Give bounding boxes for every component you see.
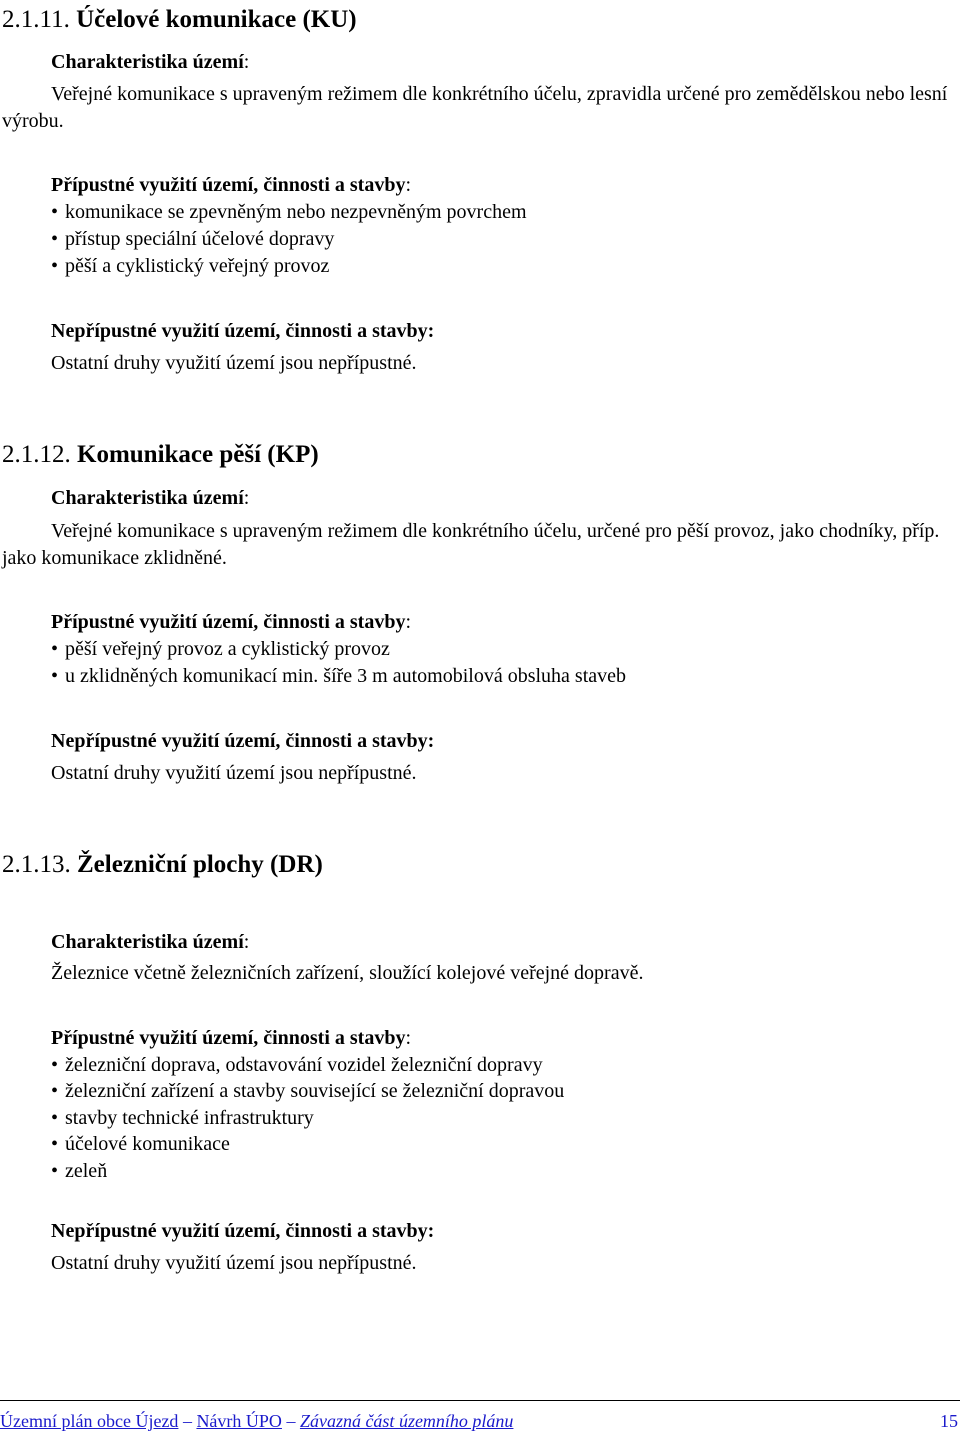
section-title: Komunikace pěší (KP) — [77, 441, 319, 468]
bullet-icon: • — [51, 665, 59, 687]
section-title: Železniční plochy (DR) — [77, 851, 323, 878]
characteristic-label: Charakteristika území: — [51, 51, 250, 73]
bullet-icon: • — [51, 1054, 59, 1076]
list-item: • železniční doprava, odstavování vozidel železniční dopravy — [51, 1054, 543, 1076]
footer-separator: – — [182, 1411, 192, 1431]
forbidden-text: Ostatní druhy využití území jsou nepřípustné. — [51, 762, 417, 784]
characteristic-text: Veřejné komunikace s upraveným režimem dle konkrétního účelu, zpravidla určené pro zemědělskou nebo lesní výrobu. — [2, 83, 948, 132]
allowed-label: Přípustné využití území, činnosti a stavby: — [51, 174, 412, 196]
list-item: • u zklidněných komunikací min. šíře 3 m automobilová obsluha staveb — [51, 665, 627, 687]
section-title: Účelové komunikace (KU) — [76, 6, 357, 33]
list-item: • stavby technické infrastruktury — [51, 1107, 314, 1129]
allowed-label: Přípustné využití území, činnosti a stavby: — [51, 611, 412, 633]
list-item: • účelové komunikace — [51, 1133, 230, 1155]
footer-plan-name: Územní plán obce Újezd — [0, 1411, 179, 1431]
section-heading-kp — [2, 440, 319, 470]
footer-part-label: Závazná část územního plánu — [299, 1411, 514, 1431]
list-item: • zeleň — [51, 1160, 108, 1182]
forbidden-label: Nepřípustné využití území, činnosti a stavby: — [51, 1220, 435, 1242]
section-number: 2.1.12. — [2, 441, 71, 468]
list-item: • pěší veřejný provoz a cyklistický provoz — [51, 638, 390, 660]
characteristic-text: Veřejné komunikace s upraveným režimem dle konkrétního účelu, určené pro pěší provoz, jako chodníky, příp. jako komunikace zklidněné. — [2, 520, 940, 569]
list-item: • komunikace se zpevněným nebo nezpevněným povrchem — [51, 201, 527, 223]
characteristic-text: Železnice včetně železničních zařízení, sloužící kolejové veřejné dopravě. — [51, 962, 644, 984]
bullet-icon: • — [51, 1107, 59, 1129]
bullet-icon: • — [51, 1160, 59, 1182]
footer-draft-label: Návrh ÚPO — [196, 1411, 282, 1431]
section-heading-dr — [2, 850, 323, 880]
list-item: • železniční zařízení a stavby související se železniční dopravou — [51, 1080, 565, 1102]
section-heading-ku — [2, 5, 357, 35]
forbidden-text: Ostatní druhy využití území jsou nepřípustné. — [51, 352, 417, 374]
bullet-icon: • — [51, 228, 59, 250]
bullet-icon: • — [51, 201, 59, 223]
bullet-icon: • — [51, 638, 59, 660]
page-footer — [0, 1409, 960, 1433]
characteristic-label: Charakteristika území: — [51, 487, 250, 509]
list-item: • přístup speciální účelové dopravy — [51, 228, 335, 250]
forbidden-label: Nepřípustné využití území, činnosti a stavby: — [51, 730, 435, 752]
characteristic-label: Charakteristika území: — [51, 931, 250, 953]
bullet-icon: • — [51, 1133, 59, 1155]
bullet-icon: • — [51, 1080, 59, 1102]
footer-divider — [0, 1400, 960, 1401]
section-number: 2.1.11. — [2, 6, 70, 33]
forbidden-text: Ostatní druhy využití území jsou nepřípustné. — [51, 1252, 417, 1274]
allowed-label: Přípustné využití území, činnosti a stavby: — [51, 1027, 412, 1049]
bullet-icon: • — [51, 255, 59, 277]
section-number: 2.1.13. — [2, 851, 71, 878]
forbidden-label: Nepřípustné využití území, činnosti a stavby: — [51, 320, 435, 342]
footer-separator: – — [286, 1411, 296, 1431]
list-item: • pěší a cyklistický veřejný provoz — [51, 255, 330, 277]
page-number: 15 — [940, 1411, 958, 1431]
